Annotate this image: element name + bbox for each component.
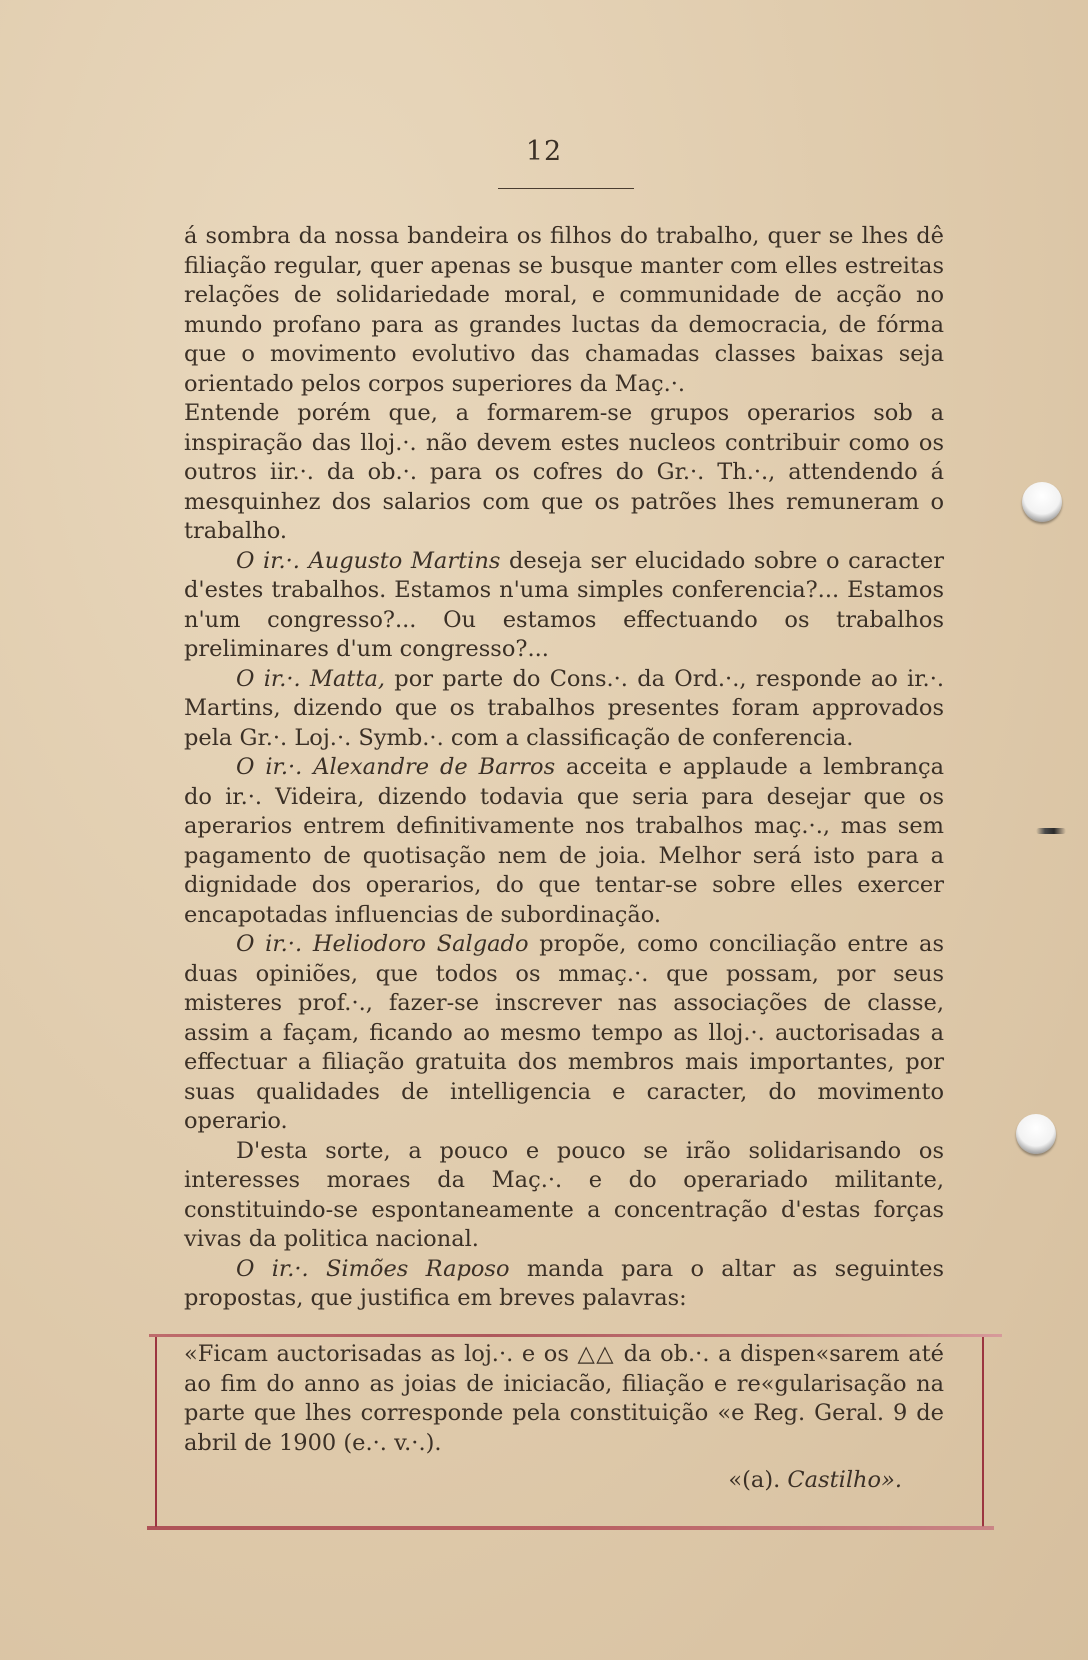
body-text: [184, 222, 944, 1314]
page-number: 12: [525, 136, 563, 167]
header-rule: [498, 188, 634, 189]
paragraph-1: á sombra da nossa bandeira os filhos do trabalho, quer se lhes dê filiação regular, quer apenas se busque manter com elles estreitas relações de solidariedade moral, e communidade de acção no mundo profano para as grandes luctas da democracia, de fórma que o movimento evolutivo das chamadas classes baixas seja orientado pelos corpos superiores da Maç.·.: [184, 223, 944, 397]
paragraph-2: Entende porém que, a formarem-se grupos operarios sob a inspiração das lloj.·. não devem estes nucleos contribuir como os outros iir.·. da ob.·. para os cofres do Gr.·. Th.·., attendendo á mesquinhez dos salarios com que os patrões lhes remuneram o trabalho.: [184, 400, 944, 544]
speaker-name: O ir.·. Simões Raposo: [236, 1255, 510, 1282]
binder-hole-bottom: [1016, 1114, 1056, 1154]
signature: [184, 1466, 944, 1496]
paragraph-text: por parte do Cons.·. da Ord.·., responde ao ir.·. Martins, dizendo que os trabalhos presentes foram approvados pela Gr.·. Loj.·. Symb.·. com a classificação de conferencia.: [184, 665, 944, 751]
paragraph-text: manda para o altar as seguintes propostas, que justifica em breves palavras:: [184, 1255, 944, 1311]
quoted-proposal: [184, 1340, 944, 1496]
paragraph-3: [184, 547, 944, 665]
binder-mark-middle: [1036, 828, 1066, 834]
proposal-text: «Ficam auctorisadas as loj.·. e os △△ da ob.·. a dispen«sarem até ao fim do anno as joias de iniciacão, filiação e re«gularisação na parte que lhes corresponde pela constituição «e Reg. Geral. 9 de abril de 1900 (e.·. v.·.).: [184, 1341, 944, 1456]
paragraph-5: [184, 753, 944, 930]
paragraph-4: [184, 665, 944, 754]
paragraph-text: deseja ser elucidado sobre o caracter d'estes trabalhos. Estamos n'uma simples conferencia?... Estamos n'um congresso?... Ou estamos effectuando os trabalhos preliminares d'um congresso?...: [184, 547, 944, 662]
speaker-name: O ir.·. Augusto Martins: [236, 547, 501, 574]
speaker-name: O ir.·. Heliodoro Salgado: [236, 931, 529, 957]
signature-name: Castilho».: [787, 1467, 902, 1493]
binder-hole-top: [1022, 482, 1062, 522]
speaker-name: O ir.·. Alexandre de Barros: [236, 754, 556, 780]
paragraph-8: [184, 1255, 944, 1314]
signature-prefix: «(a).: [728, 1467, 781, 1493]
paragraph-text: acceita e applaude a lembrança do ir.·. Videira, dizendo todavia que seria para desejar que os aperarios entrem definitivamente nos trabalhos maç.·., mas sem pagamento de quotisação nem de joia. Melhor será isto para a dignidade dos operarios, do que tentar-se sobre elles exercer encapotadas influencias de subordinação.: [184, 754, 944, 928]
paragraph-7: D'esta sorte, a pouco e pouco se irão solidarisando os interesses moraes da Maç.·. e do operariado militante, constituindo-se espontaneamente a concentração d'estas forças vivas da politica nacional.: [184, 1137, 944, 1252]
paragraph-text: propõe, como conciliação entre as duas opiniões, que todos os mmaç.·. que possam, por seus misteres prof.·., fazer-se inscrever nas associações de classe, assim a façam, ficando ao mesmo tempo as lloj.·. auctorisadas a effectuar a filiação gratuita dos membros mais importantes, por suas qualidades de intelligencia e caracter, do movimento operario.: [184, 931, 944, 1134]
paragraph-6: [184, 930, 944, 1137]
speaker-name: O ir.·. Matta,: [236, 665, 386, 692]
